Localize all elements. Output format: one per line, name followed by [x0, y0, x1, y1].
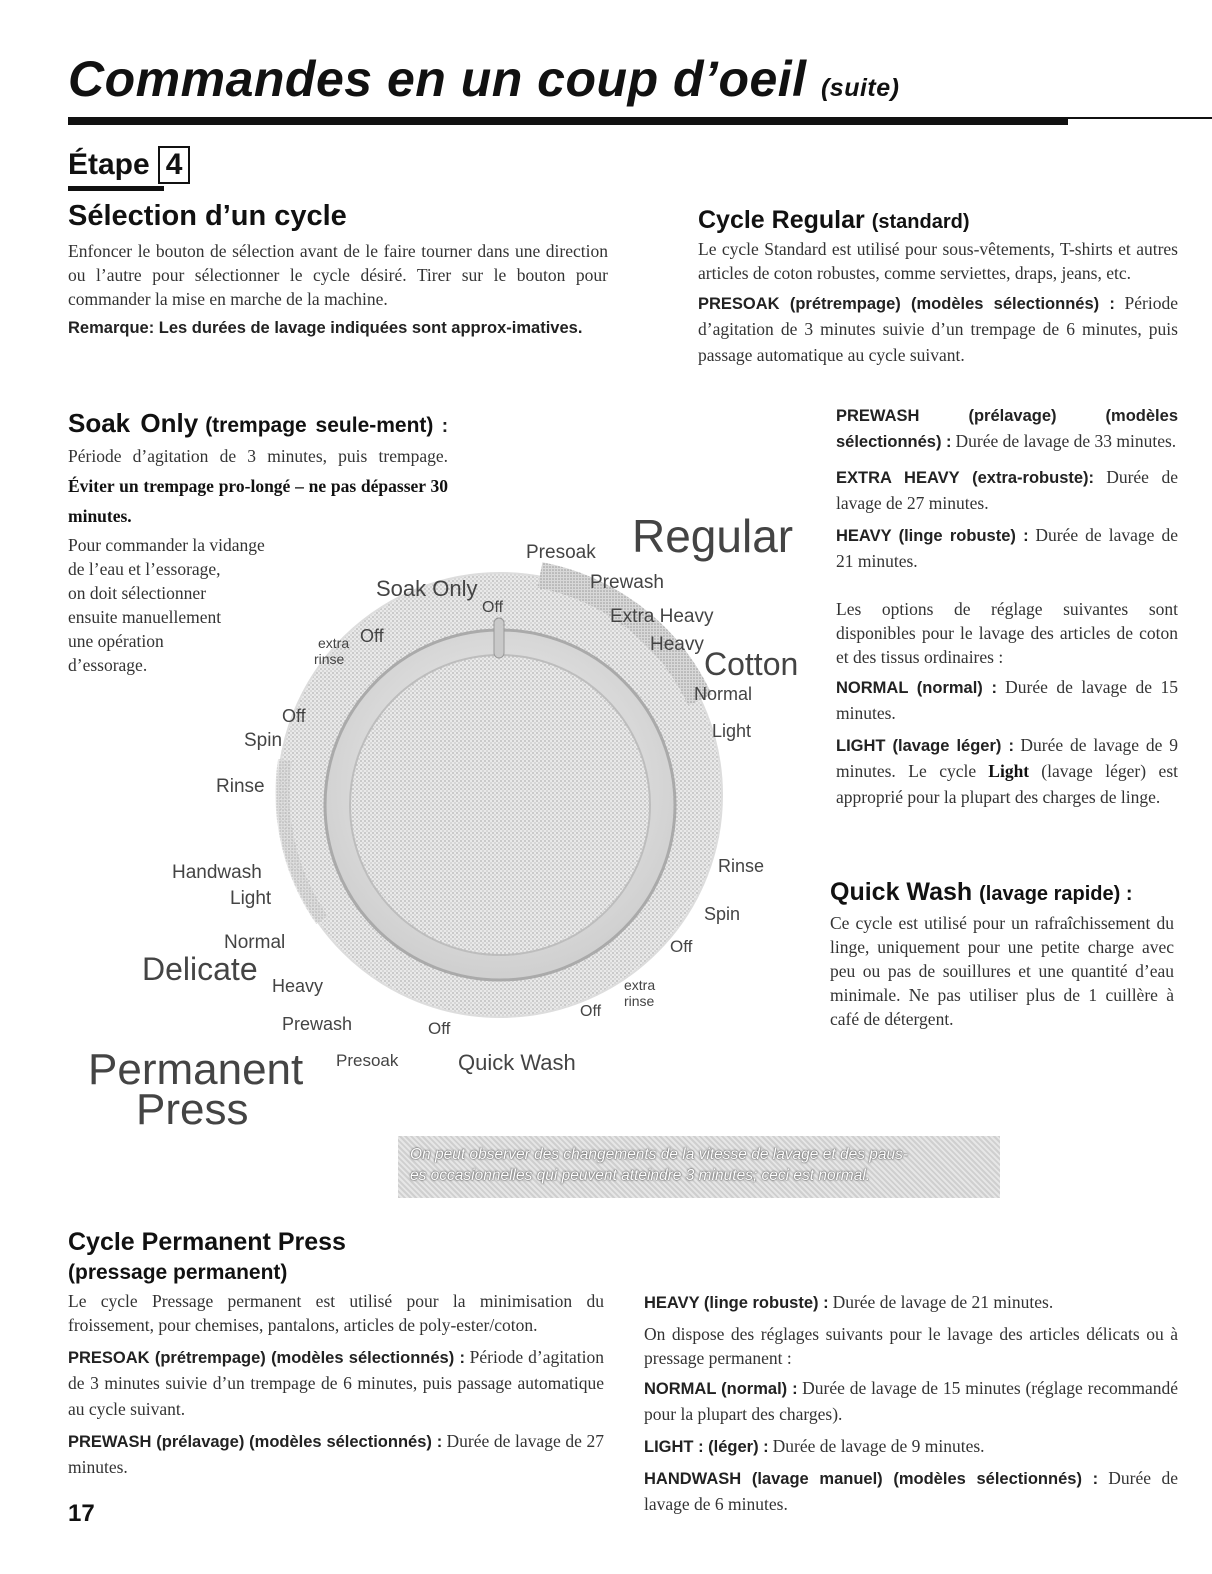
- dial-rinse-right: Rinse: [718, 856, 765, 876]
- dial-spin-right: Spin: [704, 904, 741, 924]
- dial-cotton: Cotton: [704, 646, 799, 682]
- dial-off-right: Off: [670, 937, 693, 956]
- banner-line-1: On peut observer des changements de la vitesse de lavage et des paus-: [410, 1146, 909, 1163]
- regular-normal-label: NORMAL (normal) :: [836, 679, 997, 697]
- soak-only-line: on doit sélectionner: [68, 583, 207, 603]
- cycle-regular-section: [698, 206, 1178, 369]
- soak-only-line: une opération: [68, 631, 164, 651]
- pp-handwash-label: HANDWASH (lavage manuel) (modèles sélectionnés) :: [644, 1470, 1099, 1488]
- regular-options-intro: Les options de réglage suivantes sont disponibles pour le lavage des articles de coton et des tissus ordinaires :: [836, 599, 1178, 667]
- dial-normal-right: Normal: [694, 684, 753, 704]
- pp-prewash-label: PREWASH (prélavage) (modèles sélectionnés) :: [68, 1433, 443, 1451]
- selection-body: Enfoncer le bouton de sélection avant de le faire tourner dans une direction ou l’autre pour sélectionner le cycle désiré. Tirer sur le bouton pour commander la mise en marche de la machine.: [68, 241, 608, 309]
- soak-only-heading-paren: (trempage seule-ment): [205, 414, 434, 437]
- dial-pointer: [494, 618, 504, 658]
- dial-off-right-bottom: Off: [580, 1003, 602, 1020]
- pp-heavy-text: Durée de lavage de 21 minutes.: [832, 1292, 1054, 1312]
- step-label: Étape: [68, 148, 150, 181]
- pp-light-text: Durée de lavage de 9 minutes.: [772, 1436, 985, 1456]
- title-rule-thin: [1060, 117, 1212, 119]
- dial-off-left: Off: [282, 706, 306, 726]
- cycle-regular-heading-paren: (standard): [871, 211, 970, 233]
- cycle-regular-heading: Cycle Regular: [698, 206, 865, 234]
- dial-delicate: Delicate: [142, 951, 258, 987]
- dial-prewash-bottom: Prewash: [282, 1014, 353, 1034]
- pp-normal-text: Durée de lavage de 15 minutes (réglage recommandé pour la plupart des charges).: [644, 1378, 1178, 1424]
- pp-presoak-label: PRESOAK (prétrempage) (modèles sélectionnés) :: [68, 1349, 465, 1367]
- dial-extra-rinse-right-2: rinse: [624, 993, 655, 1009]
- regular-prewash-label: PREWASH (prélavage) (modèles sélectionnés) :: [836, 407, 1178, 451]
- dial-heavy-left: Heavy: [272, 976, 324, 996]
- dial-quick-wash: Quick Wash: [458, 1050, 576, 1075]
- selection-section: [68, 200, 608, 339]
- dial-rinse-left: Rinse: [216, 776, 265, 797]
- regular-presoak-text: Période d’agitation de 3 minutes suivie d’un trempage de 6 minutes, puis passage automatique au cycle suivant.: [698, 293, 1178, 365]
- regular-extra-heavy-label: EXTRA HEAVY (extra-robuste):: [836, 469, 1095, 487]
- dial-extra-rinse-right-1: extra: [624, 977, 656, 993]
- dial-light-left: Light: [230, 888, 272, 909]
- step-heading: [68, 146, 190, 184]
- permanent-press-options: [644, 1290, 1178, 1518]
- pp-light-label: LIGHT : (léger) :: [644, 1438, 769, 1456]
- soak-only-line: d’essorage.: [68, 655, 148, 675]
- cycle-regular-body: Le cycle Standard est utilisé pour sous-vêtements, T-shirts et autres articles de coton robustes, comme serviettes, draps, jeans, etc.: [698, 239, 1178, 283]
- dial-spin-left: Spin: [244, 730, 283, 751]
- permanent-press-body: Le cycle Pressage permanent est utilisé pour la minimisation du froissement, pour chemises, pantalons, articles de poly-ester/coton.: [68, 1291, 604, 1335]
- title-rule: [68, 117, 1068, 125]
- page-title-text: Commandes en un coup d’oeil: [68, 51, 807, 107]
- dial-off-soak: Off: [482, 599, 504, 616]
- dial-knob-center: [350, 655, 650, 955]
- soak-only-line: de l’eau et l’essorage,: [68, 559, 221, 579]
- soak-only-heading: Soak Only: [68, 408, 199, 438]
- dial-regular-text: Regular: [632, 510, 794, 562]
- page-title: [68, 50, 899, 108]
- page-title-suffix: (suite): [820, 74, 900, 102]
- pp-prewash-text: Durée de lavage de 27 minutes.: [68, 1431, 604, 1477]
- dial-handwash: Handwash: [172, 862, 262, 883]
- permanent-press-section: [68, 1228, 604, 1481]
- pp-options-intro: On dispose des réglages suivants pour le lavage des articles délicats ou à pressage permanent :: [644, 1324, 1178, 1368]
- regular-light-text: Durée de lavage de 9 minutes. Le cycle: [836, 735, 1178, 781]
- dial-normal-left: Normal: [224, 932, 286, 953]
- soak-only-line: ensuite manuellement: [68, 607, 222, 627]
- regular-light-text-b: (lavage léger) est approprié pour la plupart des charges de linge.: [836, 761, 1178, 807]
- cycle-regular-options: [836, 404, 1178, 811]
- dial-extra-heavy: Extra Heavy: [610, 606, 714, 627]
- permanent-press-subheading: (pressage permanent): [68, 1261, 288, 1284]
- step-underline: [68, 186, 164, 191]
- quick-wash-body: Ce cycle est utilisé pour un rafraîchissement du linge, uniquement pour une petite charge avec peu ou pas de souillures et une quantité d’eau minimale. Ne pas utiliser plus de 1 cuillère à café de détergent.: [830, 913, 1174, 1029]
- selection-heading: Sélection d’un cycle: [68, 200, 347, 232]
- pp-normal-label: NORMAL (normal) :: [644, 1380, 798, 1398]
- pp-presoak-text: Période d’agitation de 3 minutes suivie d’un trempage de 6 minutes, puis passage automatique au cycle suivant.: [68, 1347, 604, 1419]
- pp-handwash-text: Durée de lavage de 6 minutes.: [644, 1468, 1178, 1514]
- dial-press: Press: [136, 1085, 249, 1134]
- step-number: 4: [158, 146, 191, 184]
- quick-wash-heading: Quick Wash: [830, 878, 973, 906]
- dial-presoak-bottom: Presoak: [336, 1051, 399, 1070]
- banner-line-2: es occasionnelles qui peuvent atteindre 3 minutes; ceci est normal.: [410, 1167, 871, 1184]
- soak-only-text: Période d’agitation de 3 minutes, puis trempage.: [68, 446, 448, 466]
- dial-extra-rinse-left-2: rinse: [314, 651, 345, 667]
- dial-prewash-top: Prewash: [590, 572, 664, 593]
- dial-regular: [632, 510, 793, 562]
- regular-presoak-label: PRESOAK (prétrempage) (modèles sélectionnés) :: [698, 295, 1115, 313]
- dial-off-bottom: Off: [428, 1019, 451, 1038]
- dial-permanent: Permanent: [88, 1045, 304, 1094]
- dial-extra-rinse-left-1: extra: [318, 635, 350, 651]
- regular-light-bold: Light: [988, 761, 1030, 781]
- permanent-press-heading: Cycle Permanent Press: [68, 1228, 346, 1256]
- soak-only-sep: :: [433, 416, 449, 437]
- quick-wash-heading-paren: (lavage rapide) :: [979, 883, 1133, 905]
- dial-presoak-top: Presoak: [526, 542, 596, 563]
- regular-heavy-text: Durée de lavage de 21 minutes.: [836, 525, 1179, 571]
- quick-wash-section: [830, 878, 1174, 1031]
- dial-light-right: Light: [712, 721, 752, 741]
- regular-prewash-text: Durée de lavage de 33 minutes.: [955, 431, 1177, 451]
- normal-pauses-banner: [398, 1136, 1000, 1198]
- cycle-dial-illustration: [60, 500, 820, 1140]
- soak-only-warning: Éviter un trempage pro-longé – ne pas dépasser 30 minutes.: [68, 476, 448, 526]
- pp-heavy-label: HEAVY (linge robuste) :: [644, 1294, 829, 1312]
- regular-heavy-label: HEAVY (linge robuste) :: [836, 527, 1029, 545]
- regular-extra-heavy-text: Durée de lavage de 27 minutes.: [836, 467, 1178, 513]
- regular-light-label: LIGHT (lavage léger) :: [836, 737, 1014, 755]
- dial-soak-only: Soak Only: [376, 576, 478, 601]
- regular-normal-text: Durée de lavage de 15 minutes.: [836, 677, 1178, 723]
- page-number: 17: [68, 1500, 95, 1527]
- soak-only-line: Pour commander la vidange: [68, 535, 265, 555]
- dial-heavy-top: Heavy: [650, 634, 704, 655]
- dial-off-left-top: Off: [360, 626, 384, 646]
- selection-note: Remarque: Les durées de lavage indiquées sont approx-imatives.: [68, 319, 583, 337]
